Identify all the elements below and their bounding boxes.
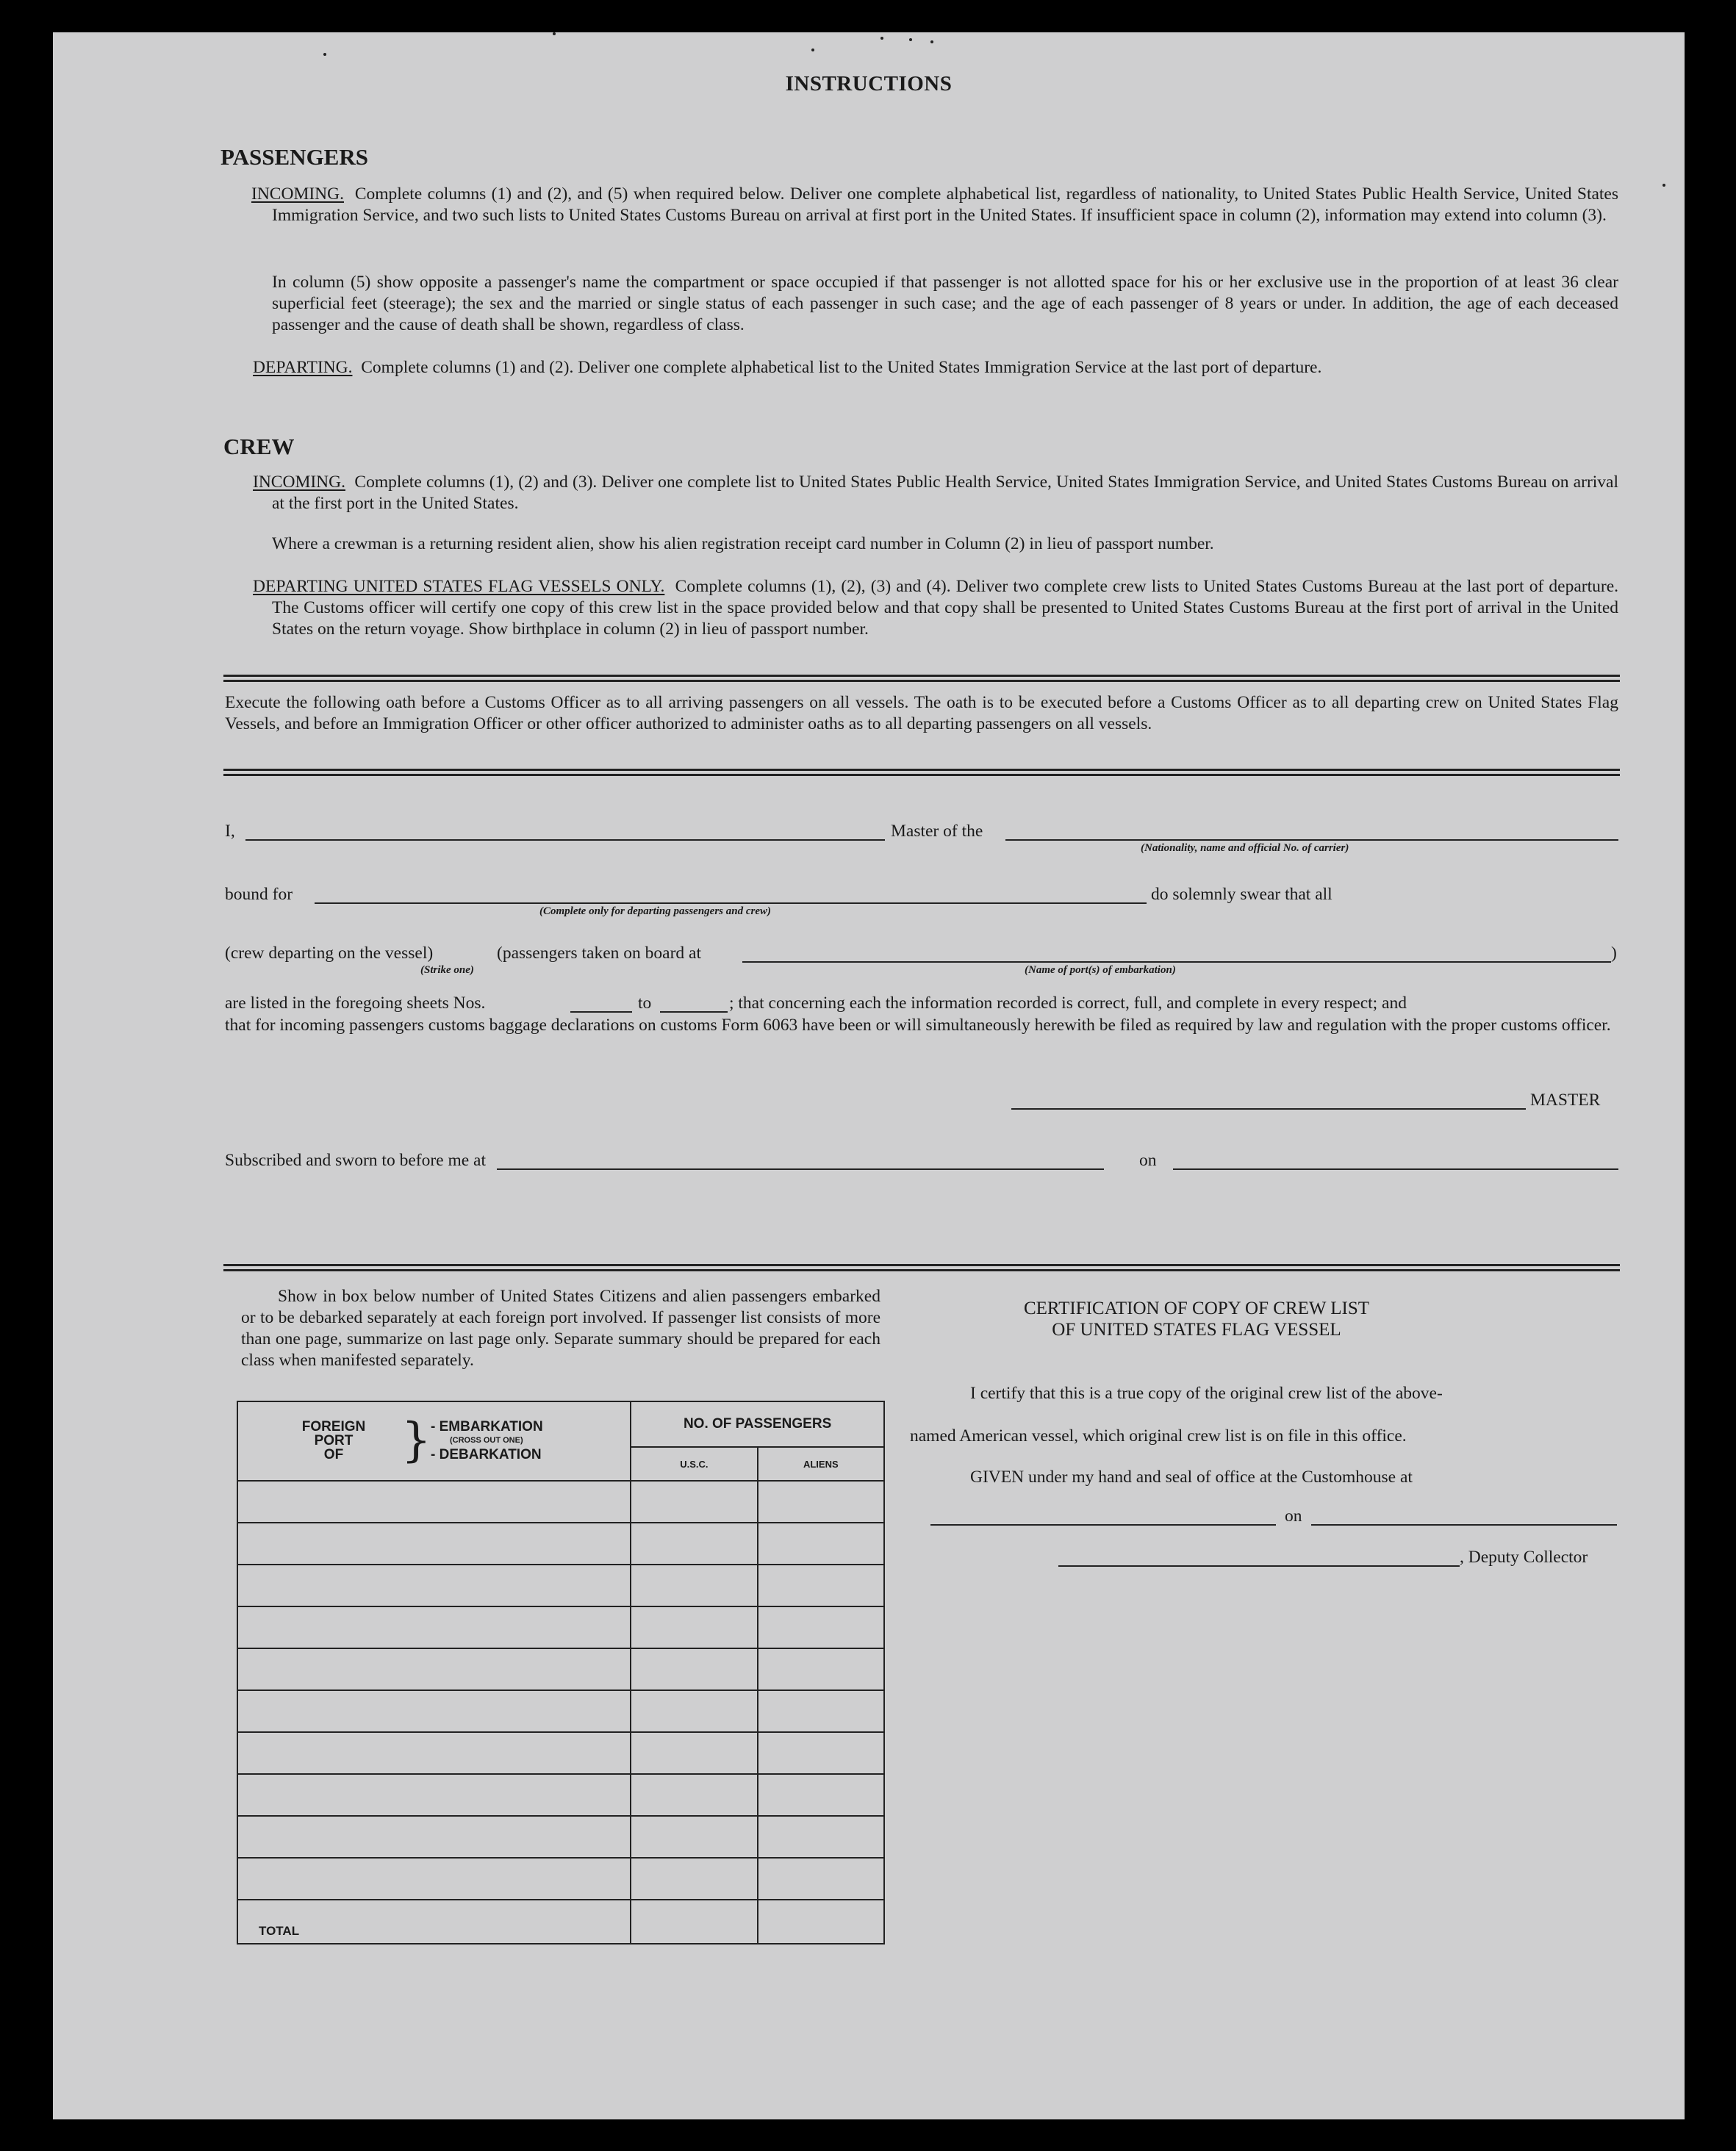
certification-title-line2: OF UNITED STATES FLAG VESSEL bbox=[1052, 1320, 1341, 1340]
carrier-field[interactable] bbox=[1005, 839, 1618, 841]
divider bbox=[223, 675, 1620, 682]
usc-header: U.S.C. bbox=[631, 1447, 757, 1481]
certification-title-line1: CERTIFICATION OF COPY OF CREW LIST bbox=[1023, 1299, 1370, 1318]
aliens-cell[interactable] bbox=[758, 1816, 884, 1858]
do-solemnly-label: do solemnly swear that all bbox=[1151, 885, 1333, 904]
aliens-cell[interactable] bbox=[758, 1648, 884, 1690]
speck bbox=[880, 37, 883, 40]
port-cell[interactable] bbox=[237, 1732, 631, 1774]
crew-incoming-label: INCOMING. bbox=[253, 473, 345, 492]
listed-a: are listed in the foregoing sheets Nos. bbox=[225, 994, 486, 1013]
aliens-cell[interactable] bbox=[758, 1858, 884, 1900]
passenger-summary-table bbox=[237, 1401, 885, 1944]
total-aliens-cell[interactable] bbox=[758, 1900, 884, 1944]
bound-for-field[interactable] bbox=[315, 902, 1147, 904]
subscribed-on-label: on bbox=[1139, 1151, 1157, 1170]
aliens-cell[interactable] bbox=[758, 1606, 884, 1648]
form-page bbox=[53, 32, 1685, 2119]
usc-cell[interactable] bbox=[631, 1774, 757, 1816]
strike-one-hint: (Strike one) bbox=[420, 964, 474, 976]
usc-cell[interactable] bbox=[631, 1648, 757, 1690]
passengers-column5-paragraph: In column (5) show opposite a passenger's name the compartment or space occupied if that passenger is not allotted space for his or her exclusive use in the proportion of at least 36 clear superficial feet (steerage); the sex and the married or single status of each passenger in such case; and the age of each passenger of 8 years or under. In addition, the age of each deceased passenger and the cause of death shall be shown, regardless of class. bbox=[272, 273, 1618, 334]
passengers-heading: PASSENGERS bbox=[220, 144, 368, 170]
usc-cell[interactable] bbox=[631, 1606, 757, 1648]
certification-title bbox=[939, 1298, 1454, 1340]
to-label: to bbox=[638, 994, 652, 1013]
subscribed-label: Subscribed and sworn to before me at bbox=[225, 1151, 487, 1170]
given-line: GIVEN under my hand and seal of office at the Customhouse at bbox=[970, 1468, 1413, 1487]
oath-i: I, bbox=[225, 822, 235, 841]
cross-out-hint: (CROSS OUT ONE) bbox=[450, 1436, 523, 1445]
listed-b: ; that concerning each the information recorded is correct, full, and complete in every respect; and bbox=[729, 994, 1407, 1013]
speck bbox=[930, 40, 933, 43]
crew-departing-text: Complete columns (1), (2), (3) and (4). Deliver two complete crew lists to United States Customs Bureau at the last port of departure. The Customs officer will certify one copy of this crew list in the space provided below and that copy shall be presented to United States Customs Bureau at the first port of arrival in the United States on the return voyage. Show birthplace in column (2) in lieu of passport number. bbox=[272, 577, 1618, 639]
embarkation-label[interactable]: - EMBARKATION bbox=[431, 1419, 543, 1434]
summary-instructions: Show in box below number of United States Citizens and alien passengers embarked or to be debarked separately at each foreign port involved. If passenger list consists of more than one page, summarize on last page only. Separate summary should be prepared for each class when manifested separately. bbox=[241, 1287, 880, 1370]
usc-cell[interactable] bbox=[631, 1858, 757, 1900]
speck bbox=[811, 49, 814, 51]
speck bbox=[909, 38, 912, 41]
port-cell[interactable] bbox=[237, 1606, 631, 1648]
divider bbox=[223, 769, 1620, 776]
bound-for-label: bound for bbox=[225, 885, 293, 904]
master-signature-field[interactable] bbox=[1011, 1108, 1526, 1110]
usc-cell[interactable] bbox=[631, 1732, 757, 1774]
passengers-incoming-text: Complete columns (1) and (2), and (5) when required below. Deliver one complete alphabetical list, regardless of nationality, to United States Public Health Service, United States Immigration Service, and two such lists to United States Customs Bureau on arrival at first port in the United States. If insufficient space in column (2), information may extend into column (3). bbox=[272, 184, 1619, 225]
crew-departing-paragraph bbox=[253, 576, 1618, 640]
crew-departing-option: (crew departing on the vessel) bbox=[225, 944, 434, 963]
certification-on-label: on bbox=[1285, 1507, 1302, 1526]
oath-instructions: Execute the following oath before a Customs Officer as to all arriving passengers on all vessels. The oath is to be executed before a Customs Officer as to all departing crew on United States Flag Vessels, and before an Immigration Officer or other officer authorized to administer oaths as to all departing passengers on all vessels. bbox=[225, 693, 1618, 733]
debarkation-label[interactable]: - DEBARKATION bbox=[431, 1447, 542, 1462]
foreign-port-line1: FOREIGN bbox=[301, 1419, 366, 1434]
embarkation-port-field[interactable] bbox=[742, 961, 1611, 963]
crew-heading: CREW bbox=[223, 434, 295, 459]
subscribed-place-field[interactable] bbox=[497, 1168, 1104, 1170]
subscribed-date-field[interactable] bbox=[1173, 1168, 1618, 1170]
port-cell[interactable] bbox=[237, 1481, 631, 1523]
port-cell[interactable] bbox=[237, 1523, 631, 1565]
port-cell[interactable] bbox=[237, 1565, 631, 1606]
passengers-departing-label: DEPARTING. bbox=[253, 358, 353, 377]
certify-line2: named American vessel, which original crew list is on file in this office. bbox=[910, 1426, 1407, 1446]
certify-line1: I certify that this is a true copy of the original crew list of the above- bbox=[970, 1384, 1443, 1403]
master-of-the-label: Master of the bbox=[891, 822, 983, 841]
usc-cell[interactable] bbox=[631, 1481, 757, 1523]
total-usc-cell[interactable] bbox=[631, 1900, 757, 1944]
passengers-incoming-label: INCOMING. bbox=[251, 184, 344, 204]
certification-date-field[interactable] bbox=[1311, 1524, 1617, 1526]
aliens-cell[interactable] bbox=[758, 1774, 884, 1816]
no-passengers-header: NO. OF PASSENGERS bbox=[631, 1401, 884, 1447]
aliens-cell[interactable] bbox=[758, 1523, 884, 1565]
port-cell[interactable] bbox=[237, 1774, 631, 1816]
divider bbox=[223, 1264, 1620, 1271]
crew-resident-paragraph: Where a crewman is a returning resident alien, show his alien registration receipt card number in Column (2) in lieu of passport number. bbox=[272, 534, 1214, 553]
brace-icon: } bbox=[401, 1413, 431, 1468]
close-paren: ) bbox=[1611, 944, 1617, 963]
port-cell[interactable] bbox=[237, 1648, 631, 1690]
speck bbox=[1663, 184, 1665, 187]
usc-cell[interactable] bbox=[631, 1565, 757, 1606]
sheet-from-field[interactable] bbox=[570, 1011, 632, 1013]
total-label: TOTAL bbox=[237, 1900, 631, 1944]
listed-rest: that for incoming passengers customs baggage declarations on customs Form 6063 have been or will simultaneously herewith be filed as required by law and regulation with the proper customs officer. bbox=[225, 1016, 1611, 1035]
port-cell[interactable] bbox=[237, 1816, 631, 1858]
crew-incoming-paragraph bbox=[253, 472, 1618, 514]
passengers-incoming-paragraph bbox=[251, 184, 1618, 226]
foreign-port-header bbox=[237, 1401, 631, 1481]
usc-cell[interactable] bbox=[631, 1690, 757, 1732]
crew-incoming-text: Complete columns (1), (2) and (3). Deliver one complete list to United States Public Health Service, United States Immigration Service, and United States Customs Bureau on arrival at the first port in the United States. bbox=[272, 473, 1619, 513]
usc-cell[interactable] bbox=[631, 1523, 757, 1565]
deputy-collector-label: , Deputy Collector bbox=[1460, 1548, 1588, 1567]
aliens-cell[interactable] bbox=[758, 1565, 884, 1606]
speck bbox=[323, 53, 326, 56]
nationality-hint: (Nationality, name and official No. of carrier) bbox=[1141, 842, 1349, 854]
foreign-port-line2: PORT bbox=[314, 1433, 354, 1448]
master-label: MASTER bbox=[1530, 1091, 1601, 1110]
sheet-to-field[interactable] bbox=[660, 1011, 728, 1013]
aliens-header: ALIENS bbox=[758, 1447, 884, 1481]
port-cell[interactable] bbox=[237, 1858, 631, 1900]
master-name-field[interactable] bbox=[245, 839, 885, 841]
page-title: INSTRUCTIONS bbox=[785, 72, 953, 96]
passengers-taken-option: (passengers taken on board at bbox=[497, 944, 701, 963]
foreign-port-line3: OF bbox=[323, 1447, 344, 1462]
ports-hint: (Name of port(s) of embarkation) bbox=[1025, 964, 1176, 976]
passengers-departing-text: Complete columns (1) and (2). Deliver one complete alphabetical list to the United States Immigration Service at the last port of departure. bbox=[361, 358, 1322, 377]
port-cell[interactable] bbox=[237, 1690, 631, 1732]
deputy-collector-signature-field[interactable] bbox=[1058, 1565, 1460, 1567]
crew-departing-label: DEPARTING UNITED STATES FLAG VESSELS ONLY. bbox=[253, 577, 665, 596]
speck bbox=[553, 32, 556, 35]
customhouse-field[interactable] bbox=[930, 1524, 1276, 1526]
aliens-cell[interactable] bbox=[758, 1690, 884, 1732]
passengers-departing-paragraph bbox=[253, 357, 1618, 378]
aliens-cell[interactable] bbox=[758, 1481, 884, 1523]
complete-only-hint: (Complete only for departing passengers and crew) bbox=[539, 905, 771, 917]
usc-cell[interactable] bbox=[631, 1816, 757, 1858]
aliens-cell[interactable] bbox=[758, 1732, 884, 1774]
